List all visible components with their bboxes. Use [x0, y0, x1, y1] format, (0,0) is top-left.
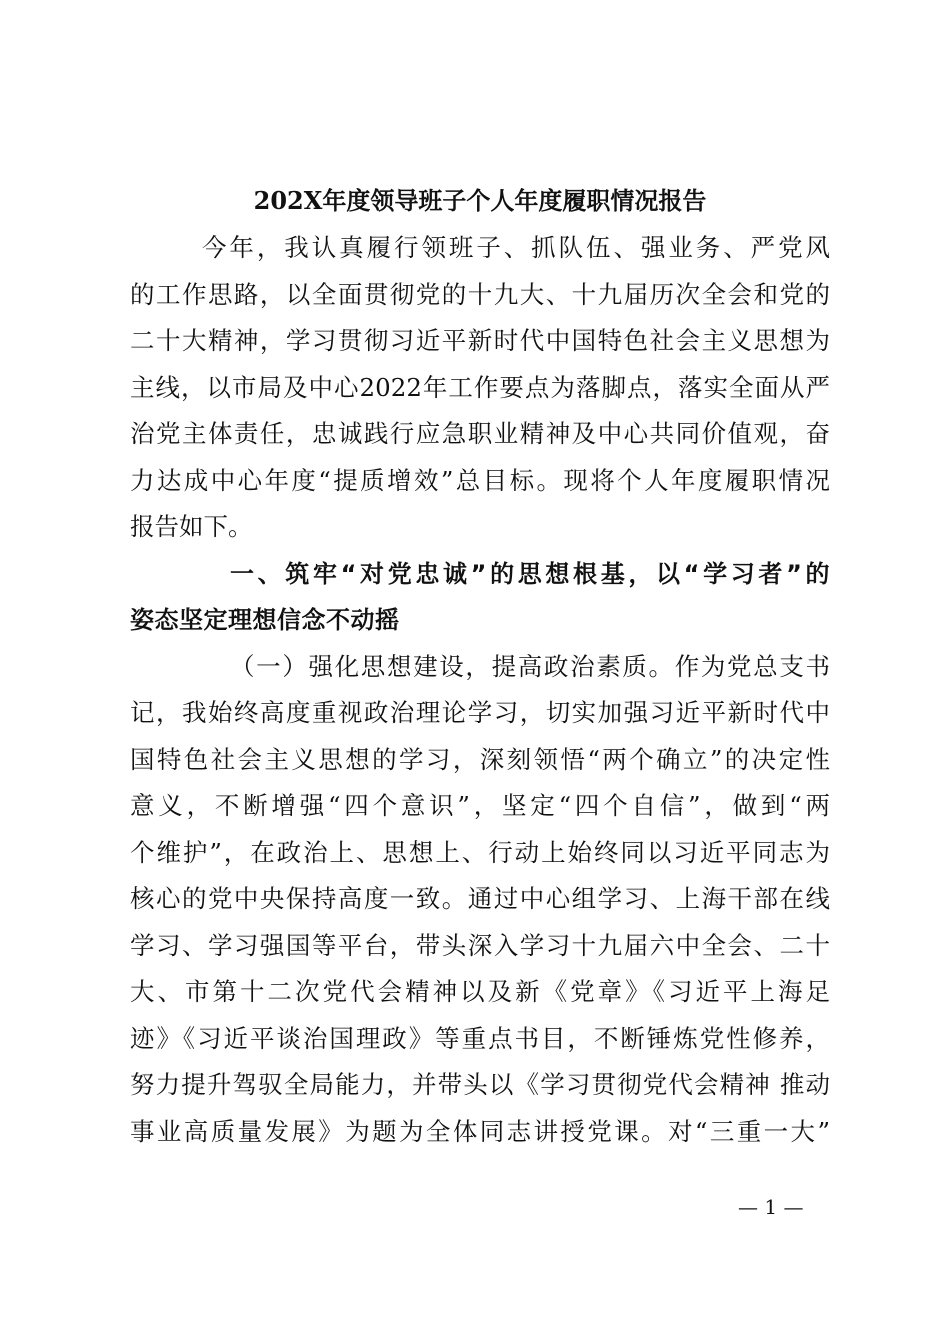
heading-line: 姿态坚定理想信念不动摇 [130, 606, 400, 634]
document-body [130, 225, 830, 1155]
document-title: 202X年度领导班子个人年度履职情况报告 [253, 186, 707, 215]
text-line: 二十大精神，学习贯彻习近平新时代中国特色社会主义思想为 [130, 326, 830, 355]
text-line: 大、市第十二次党代会精神以及新《党章》《习近平上海足 [130, 977, 830, 1006]
heading-line: 一、筑牢“对党忠诚”的思想根基，以“学习者”的 [230, 559, 830, 588]
text-line: 记，我始终高度重视政治理论学习，切实加强习近平新时代中 [130, 698, 830, 727]
text-line: 学习、学习强国等平台，带头深入学习十九届六中全会、二十 [130, 930, 830, 960]
text-line: 迹》《习近平谈治国理政》等重点书目，不断锤炼党性修养， [130, 1023, 830, 1053]
page-number: — 1 — [738, 1195, 804, 1219]
text-line: 个维护”，在政治上、思想上、行动上始终同以习近平同志为 [130, 837, 830, 867]
text-line: 报告如下。 [130, 512, 253, 541]
text-line: （一）强化思想建设，提高政治素质。作为党总支书 [230, 651, 830, 681]
text-line: 意义，不断增强“四个意识”，坚定“四个自信”，做到“两 [130, 791, 830, 820]
text-line: 国特色社会主义思想的学习，深刻领悟“两个确立”的决定性 [130, 744, 830, 774]
text-line: 今年，我认真履行领班子、抓队伍、强业务、严党风 [202, 233, 830, 262]
text-line: 治党主体责任，忠诚践行应急职业精神及中心共同价值观，奋 [130, 419, 830, 448]
subsection-paragraph-1 [130, 644, 830, 1156]
text-line: 力达成中心年度“提质增效”总目标。现将个人年度履职情况 [130, 465, 830, 495]
text-line: 事业高质量发展》为题为全体同志讲授党课。对“三重一大” [130, 1116, 830, 1146]
section-heading-1 [130, 551, 830, 644]
text-line: 的工作思路，以全面贯彻党的十九大、十九届历次全会和党的 [130, 279, 830, 309]
text-line: 努力提升驾驭全局能力，并带头以《学习贯彻党代会精神 推动 [130, 1070, 830, 1099]
intro-paragraph [130, 225, 830, 551]
text-line: 主线，以市局及中心2022年工作要点为落脚点，落实全面从严 [130, 372, 830, 402]
text-line: 核心的党中央保持高度一致。通过中心组学习、上海干部在线 [130, 884, 830, 913]
